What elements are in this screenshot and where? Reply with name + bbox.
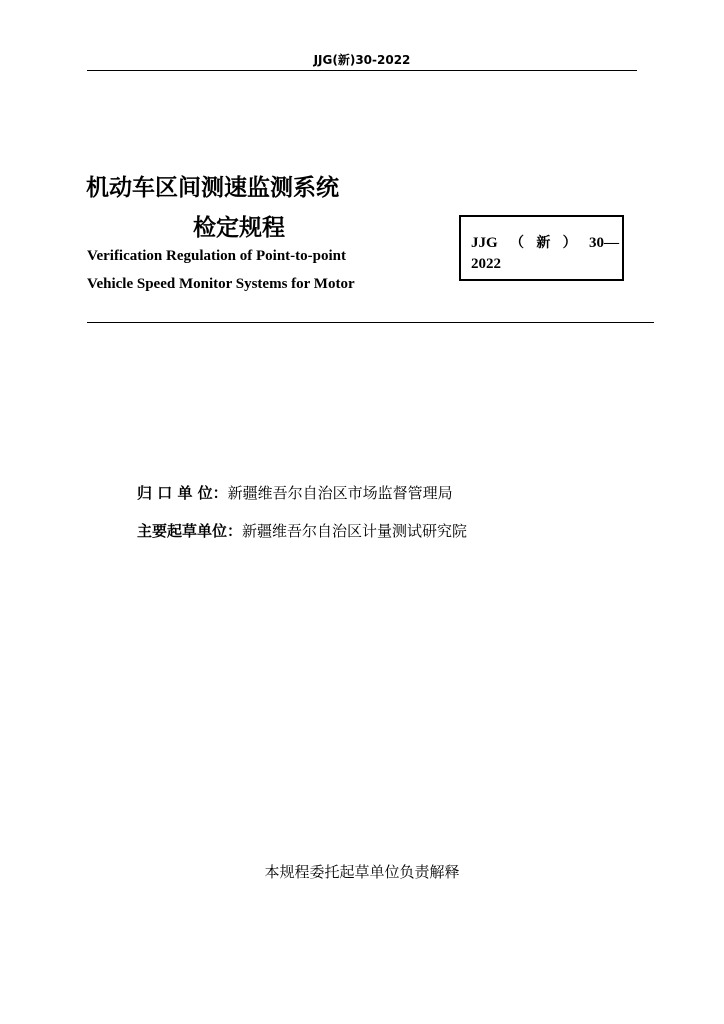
title-english-line-2: Vehicle Speed Monitor Systems for Motor	[87, 276, 355, 292]
responsible-unit-row	[137, 483, 453, 503]
responsible-unit-label: 归 口 单 位：	[137, 484, 228, 502]
regulation-code-box	[459, 215, 624, 281]
interpretation-note: 本规程委托起草单位负责解释	[264, 863, 460, 881]
drafting-unit-value: 新疆维吾尔自治区计量测试研究院	[242, 522, 468, 540]
document-header-code: JJG(新)30-2022	[313, 53, 411, 67]
title-english-line-1: Verification Regulation of Point-to-point	[87, 248, 347, 264]
title-divider	[87, 322, 654, 323]
drafting-unit-label: 主要起草单位：	[137, 522, 243, 540]
code-number: 30—	[588, 235, 619, 251]
code-close-paren: ）	[562, 235, 577, 251]
code-region: 新	[536, 235, 551, 251]
responsible-unit-value: 新疆维吾尔自治区市场监督管理局	[227, 484, 453, 502]
title-chinese-line-2: 检定规程	[193, 215, 285, 241]
code-prefix: JJG	[471, 235, 498, 251]
drafting-unit-row	[137, 521, 467, 541]
regulation-code-line-1	[471, 234, 619, 252]
code-open-paren: （	[510, 235, 524, 251]
code-year: 2022	[471, 256, 501, 272]
header-divider	[87, 70, 637, 71]
title-chinese-line-1: 机动车区间测速监测系统	[86, 175, 339, 201]
